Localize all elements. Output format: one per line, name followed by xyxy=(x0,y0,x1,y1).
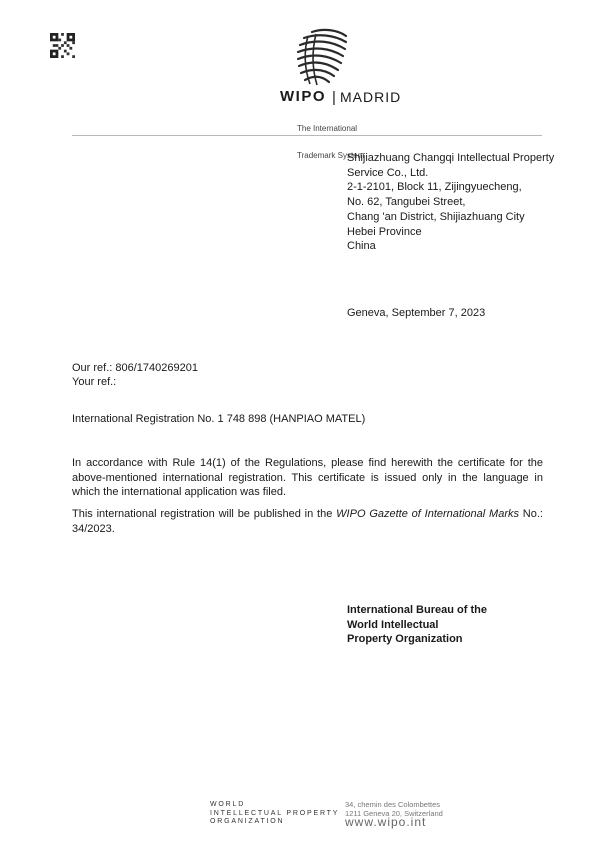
logo-wipo-text: WIPO xyxy=(280,88,326,105)
signature-line: Property Organization xyxy=(347,633,463,646)
footer-website-link[interactable]: www.wipo.int xyxy=(345,815,427,829)
wipo-globe-icon xyxy=(290,28,350,90)
paragraph-2-end: No.: 34/2023. xyxy=(72,508,543,535)
signature-block xyxy=(347,603,487,647)
wipo-madrid-logo xyxy=(280,28,402,160)
signature-line: International Bureau of the xyxy=(347,604,487,616)
footer-address xyxy=(345,800,443,827)
footer-address-line-2: 1211 Geneva 20, Switzerland xyxy=(345,809,443,818)
logo-separator: | xyxy=(332,89,336,106)
letter-date: Geneva, September 7, 2023 xyxy=(347,307,486,319)
logo-subtitle-line-1: The International xyxy=(297,124,358,133)
body-paragraph-1: In accordance with Rule 14(1) of the Regulations, please find herewith the certificate for the above-mentioned international registration. This certificate is issued only in the language in which the international application was filed. xyxy=(72,457,543,498)
footer-org-line: ORGANIZATION xyxy=(210,818,285,826)
address-line: Chang 'an District, Shijiazhuang City xyxy=(347,210,525,223)
recipient-address xyxy=(347,151,554,254)
footer-address-line-1: 34, chemin des Colombettes xyxy=(345,800,441,809)
your-reference: Your ref.: xyxy=(72,375,117,388)
header-divider xyxy=(72,135,542,136)
gazette-title: WIPO Gazette of International Marks xyxy=(336,508,519,520)
signature-line: World Intellectual xyxy=(347,618,439,631)
paragraph-2-start: This international registration will be published in the xyxy=(72,508,337,520)
references xyxy=(72,362,198,389)
address-line: Hebei Province xyxy=(347,225,422,238)
footer-org-line: WORLD xyxy=(210,801,246,808)
our-reference: Our ref.: 806/1740269201 xyxy=(72,362,198,374)
logo-madrid-text: MADRID xyxy=(340,89,402,105)
address-line: Service Co., Ltd. xyxy=(347,166,429,179)
body-paragraph-2 xyxy=(72,507,543,536)
address-line: 2-1-2101, Block 11, Zijingyuecheng, xyxy=(347,181,522,194)
address-line: Shijiazhuang Changqi Intellectual Property xyxy=(347,152,555,164)
address-line: No. 62, Tangubei Street, xyxy=(347,196,466,209)
qr-code xyxy=(50,33,75,58)
logo-subtitle-line-2: Trademark System xyxy=(297,151,365,160)
footer-organization xyxy=(210,801,339,827)
subject-line: International Registration No. 1 748 898 (HANPIAO MATEL) xyxy=(72,413,366,425)
footer-org-line: INTELLECTUAL PROPERTY xyxy=(210,809,340,817)
address-line: China xyxy=(347,240,376,253)
